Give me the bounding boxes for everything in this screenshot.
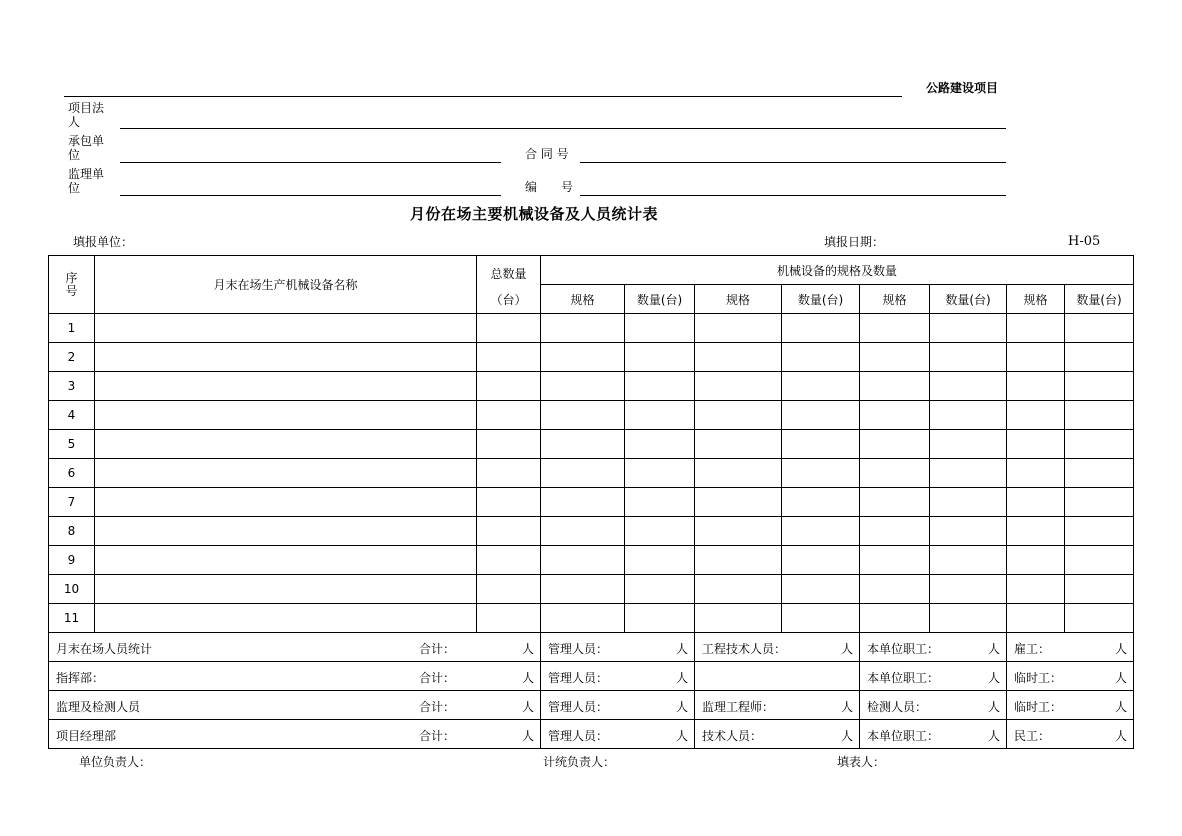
table-cell[interactable] (541, 343, 625, 372)
personnel-c4-label: 临时工： (1014, 671, 1063, 685)
top-rule (64, 96, 902, 97)
table-cell[interactable] (1065, 488, 1134, 517)
table-cell[interactable] (860, 459, 930, 488)
table-cell[interactable] (1007, 459, 1065, 488)
personnel-mgmt-cell[interactable] (541, 720, 695, 749)
unit-label: 人 (1114, 671, 1127, 685)
table-row (49, 488, 1134, 517)
unit-label: 人 (987, 671, 1000, 685)
table-cell[interactable] (95, 546, 477, 575)
table-cell[interactable] (930, 604, 1007, 633)
table-cell[interactable] (782, 575, 860, 604)
table-cell[interactable] (625, 546, 695, 575)
sub-header-qty: 数量(台) (1065, 285, 1134, 314)
table-cell[interactable] (95, 430, 477, 459)
personnel-c4-label: 雇工： (1014, 642, 1051, 656)
table-cell[interactable] (695, 517, 782, 546)
sub-header-qty: 数量(台) (930, 285, 1007, 314)
table-cell[interactable] (1065, 314, 1134, 343)
unit-label: 人 (840, 642, 853, 656)
supervisor-label: 监理单位 (68, 167, 105, 195)
table-cell[interactable] (477, 488, 541, 517)
table-cell[interactable] (95, 604, 477, 633)
unit-label: 人 (675, 671, 688, 685)
table-cell[interactable] (477, 343, 541, 372)
table-cell[interactable] (782, 546, 860, 575)
sub-header-qty: 数量(台) (782, 285, 860, 314)
row-seq: 6 (49, 459, 95, 488)
personnel-c3-cell[interactable] (860, 633, 1007, 662)
personnel-c2-label: 技术人员： (702, 729, 763, 743)
personnel-row (49, 720, 1134, 749)
table-cell[interactable] (95, 372, 477, 401)
row-seq: 3 (49, 372, 95, 401)
table-cell[interactable] (477, 314, 541, 343)
table-cell[interactable] (860, 430, 930, 459)
fill-unit-label: 填报单位： (73, 235, 134, 249)
unit-label: 人 (521, 642, 534, 656)
table-row (49, 575, 1134, 604)
table-cell[interactable] (1065, 343, 1134, 372)
table-cell[interactable] (541, 459, 625, 488)
table-cell[interactable] (782, 314, 860, 343)
row-seq: 10 (49, 575, 95, 604)
table-cell[interactable] (695, 401, 782, 430)
personnel-c2-cell[interactable] (695, 633, 860, 662)
personnel-c3-label: 本单位职工： (867, 642, 940, 656)
row-seq: 7 (49, 488, 95, 517)
personnel-c3-cell[interactable] (860, 720, 1007, 749)
page-title: 月份在场主要机械设备及人员统计表 (410, 205, 659, 223)
table-cell[interactable] (477, 459, 541, 488)
table-cell[interactable] (1007, 488, 1065, 517)
sub-header-spec: 规格 (1007, 285, 1065, 314)
table-cell[interactable] (95, 517, 477, 546)
table-cell[interactable] (95, 401, 477, 430)
header-seq: 序号 (49, 256, 95, 314)
header-equipment-name: 月末在场生产机械设备名称 (95, 256, 477, 314)
table-cell[interactable] (860, 372, 930, 401)
personnel-c2-cell[interactable] (695, 662, 860, 691)
unit-label: 人 (1114, 700, 1127, 714)
row-seq: 1 (49, 314, 95, 343)
personnel-total-label: 合计： (419, 700, 456, 714)
unit-label: 人 (1114, 729, 1127, 743)
table-cell[interactable] (1007, 604, 1065, 633)
personnel-c4-cell[interactable] (1007, 662, 1134, 691)
unit-label: 人 (675, 729, 688, 743)
table-row (49, 604, 1134, 633)
table-cell[interactable] (1065, 575, 1134, 604)
contractor-line[interactable] (120, 162, 501, 163)
unit-label: 人 (521, 700, 534, 714)
personnel-row (49, 633, 1134, 662)
table-row (49, 372, 1134, 401)
table-cell[interactable] (695, 488, 782, 517)
personnel-label: 月末在场人员统计 (56, 642, 153, 656)
table-cell[interactable] (541, 314, 625, 343)
personnel-mgmt-cell[interactable] (541, 633, 695, 662)
personnel-total-label: 合计： (419, 671, 456, 685)
table-row (49, 430, 1134, 459)
unit-label: 人 (521, 671, 534, 685)
table-cell[interactable] (1007, 430, 1065, 459)
personnel-label: 监理及检测人员 (56, 700, 141, 714)
project-owner-label: 项目法人 (68, 101, 105, 129)
personnel-c4-cell[interactable] (1007, 633, 1134, 662)
table-cell[interactable] (1007, 546, 1065, 575)
personnel-row (49, 662, 1134, 691)
table-cell[interactable] (477, 517, 541, 546)
row-seq: 11 (49, 604, 95, 633)
personnel-c4-cell[interactable] (1007, 720, 1134, 749)
personnel-c4-label: 民工： (1014, 729, 1051, 743)
table-cell[interactable] (930, 459, 1007, 488)
table-cell[interactable] (782, 459, 860, 488)
personnel-label: 指挥部： (56, 671, 105, 685)
table-cell[interactable] (541, 604, 625, 633)
sub-header-spec: 规格 (695, 285, 782, 314)
contract-no-label: 合 同 号 (525, 147, 569, 161)
personnel-c3-label: 检测人员： (867, 700, 928, 714)
table-cell[interactable] (625, 517, 695, 546)
table-cell[interactable] (1007, 401, 1065, 430)
table-cell[interactable] (695, 372, 782, 401)
table-cell[interactable] (1007, 314, 1065, 343)
table-cell[interactable] (782, 517, 860, 546)
table-cell[interactable] (95, 575, 477, 604)
table-cell[interactable] (930, 314, 1007, 343)
personnel-c3-cell[interactable] (860, 691, 1007, 720)
table-cell[interactable] (477, 430, 541, 459)
table-cell[interactable] (1065, 517, 1134, 546)
table-row (49, 314, 1134, 343)
row-seq: 9 (49, 546, 95, 575)
table-cell[interactable] (541, 401, 625, 430)
personnel-c1-label: 管理人员： (548, 700, 609, 714)
personnel-total-cell[interactable] (49, 662, 541, 691)
table-cell[interactable] (695, 314, 782, 343)
personnel-total-label: 合计： (419, 642, 456, 656)
personnel-c3-label: 本单位职工： (867, 729, 940, 743)
table-row (49, 459, 1134, 488)
table-cell[interactable] (1007, 372, 1065, 401)
unit-label: 人 (987, 729, 1000, 743)
unit-label: 人 (675, 700, 688, 714)
personnel-total-cell[interactable] (49, 720, 541, 749)
row-seq: 8 (49, 517, 95, 546)
personnel-c4-label: 临时工： (1014, 700, 1063, 714)
table-cell[interactable] (95, 314, 477, 343)
unit-label: 人 (1114, 642, 1127, 656)
table-cell[interactable] (477, 575, 541, 604)
table-cell[interactable] (625, 488, 695, 517)
table-cell[interactable] (625, 314, 695, 343)
table-cell[interactable] (1065, 459, 1134, 488)
table-cell[interactable] (1065, 604, 1134, 633)
table-cell[interactable] (695, 459, 782, 488)
personnel-c2-cell[interactable] (695, 720, 860, 749)
row-seq: 5 (49, 430, 95, 459)
personnel-c1-label: 管理人员： (548, 671, 609, 685)
table-row (49, 343, 1134, 372)
table-cell[interactable] (860, 488, 930, 517)
table-cell[interactable] (625, 430, 695, 459)
table-cell[interactable] (1007, 575, 1065, 604)
table-row (49, 546, 1134, 575)
personnel-label: 项目经理部 (56, 729, 117, 743)
sub-header-spec: 规格 (860, 285, 930, 314)
project-type: 公路建设项目 (926, 81, 999, 95)
serial-no-line[interactable] (580, 195, 1006, 196)
sub-header-qty: 数量(台) (625, 285, 695, 314)
table-cell[interactable] (1007, 517, 1065, 546)
personnel-total-label: 合计： (419, 729, 456, 743)
table-cell[interactable] (477, 401, 541, 430)
row-seq: 4 (49, 401, 95, 430)
personnel-mgmt-cell[interactable] (541, 662, 695, 691)
table-cell[interactable] (860, 575, 930, 604)
unit-label: 人 (675, 642, 688, 656)
unit-label: 人 (987, 700, 1000, 714)
personnel-total-cell[interactable] (49, 691, 541, 720)
table-cell[interactable] (860, 546, 930, 575)
table-cell[interactable] (541, 546, 625, 575)
sub-header-spec: 规格 (541, 285, 625, 314)
stats-head-label: 计统负责人： (543, 755, 616, 769)
table-cell[interactable] (95, 343, 477, 372)
table-cell[interactable] (1065, 546, 1134, 575)
contract-no-line[interactable] (580, 162, 1006, 163)
table-cell[interactable] (541, 517, 625, 546)
table-cell[interactable] (695, 430, 782, 459)
header-total: 总数量 （台） (477, 256, 541, 314)
filler-label: 填表人： (837, 755, 886, 769)
table-cell[interactable] (695, 546, 782, 575)
equipment-table (48, 255, 1134, 749)
table-cell[interactable] (625, 604, 695, 633)
contractor-label: 承包单位 (68, 134, 105, 162)
table-cell[interactable] (930, 575, 1007, 604)
table-cell[interactable] (782, 488, 860, 517)
table-cell[interactable] (930, 430, 1007, 459)
table-cell[interactable] (541, 372, 625, 401)
table-cell[interactable] (541, 575, 625, 604)
table-cell[interactable] (625, 459, 695, 488)
table-cell[interactable] (860, 517, 930, 546)
table-cell[interactable] (625, 343, 695, 372)
row-seq: 2 (49, 343, 95, 372)
table-cell[interactable] (95, 488, 477, 517)
table-cell[interactable] (930, 517, 1007, 546)
table-row (49, 401, 1134, 430)
table-cell[interactable] (782, 604, 860, 633)
table-cell[interactable] (860, 401, 930, 430)
personnel-c1-label: 管理人员： (548, 729, 609, 743)
table-cell[interactable] (477, 372, 541, 401)
table-cell[interactable] (930, 401, 1007, 430)
personnel-c4-cell[interactable] (1007, 691, 1134, 720)
project-owner-line[interactable] (120, 128, 1006, 129)
unit-label: 人 (840, 729, 853, 743)
table-row (49, 517, 1134, 546)
table-cell[interactable] (1065, 430, 1134, 459)
table-cell[interactable] (930, 372, 1007, 401)
table-cell[interactable] (930, 488, 1007, 517)
serial-no-label: 编 号 (525, 180, 574, 194)
table-cell[interactable] (782, 401, 860, 430)
fill-date-label: 填报日期： (824, 235, 885, 249)
unit-label: 人 (987, 642, 1000, 656)
unit-label: 人 (521, 729, 534, 743)
table-cell[interactable] (625, 401, 695, 430)
personnel-row (49, 691, 1134, 720)
personnel-c3-cell[interactable] (860, 662, 1007, 691)
form-code: H-05 (1068, 234, 1101, 249)
unit-head-label: 单位负责人： (79, 755, 152, 769)
table-cell[interactable] (860, 314, 930, 343)
personnel-c3-label: 本单位职工： (867, 671, 940, 685)
table-cell[interactable] (541, 488, 625, 517)
table-cell[interactable] (625, 372, 695, 401)
personnel-c2-cell[interactable] (695, 691, 860, 720)
table-cell[interactable] (695, 604, 782, 633)
table-cell[interactable] (695, 343, 782, 372)
table-cell[interactable] (782, 343, 860, 372)
table-cell[interactable] (860, 343, 930, 372)
personnel-c2-label: 工程技术人员： (702, 642, 787, 656)
supervisor-line[interactable] (120, 195, 501, 196)
table-cell[interactable] (930, 343, 1007, 372)
table-cell[interactable] (782, 372, 860, 401)
table-cell[interactable] (541, 430, 625, 459)
unit-label: 人 (840, 700, 853, 714)
header-spec-group: 机械设备的规格及数量 (541, 256, 1134, 285)
table-cell[interactable] (1007, 343, 1065, 372)
table-cell[interactable] (695, 575, 782, 604)
table-cell[interactable] (1065, 401, 1134, 430)
table-cell[interactable] (477, 604, 541, 633)
table-cell[interactable] (625, 575, 695, 604)
table-cell[interactable] (95, 459, 477, 488)
table-cell[interactable] (782, 430, 860, 459)
personnel-c2-label: 监理工程师： (702, 700, 775, 714)
personnel-c1-label: 管理人员： (548, 642, 609, 656)
table-cell[interactable] (1065, 372, 1134, 401)
table-cell[interactable] (477, 546, 541, 575)
table-cell[interactable] (860, 604, 930, 633)
table-cell[interactable] (930, 546, 1007, 575)
personnel-mgmt-cell[interactable] (541, 691, 695, 720)
personnel-total-cell[interactable] (49, 633, 541, 662)
